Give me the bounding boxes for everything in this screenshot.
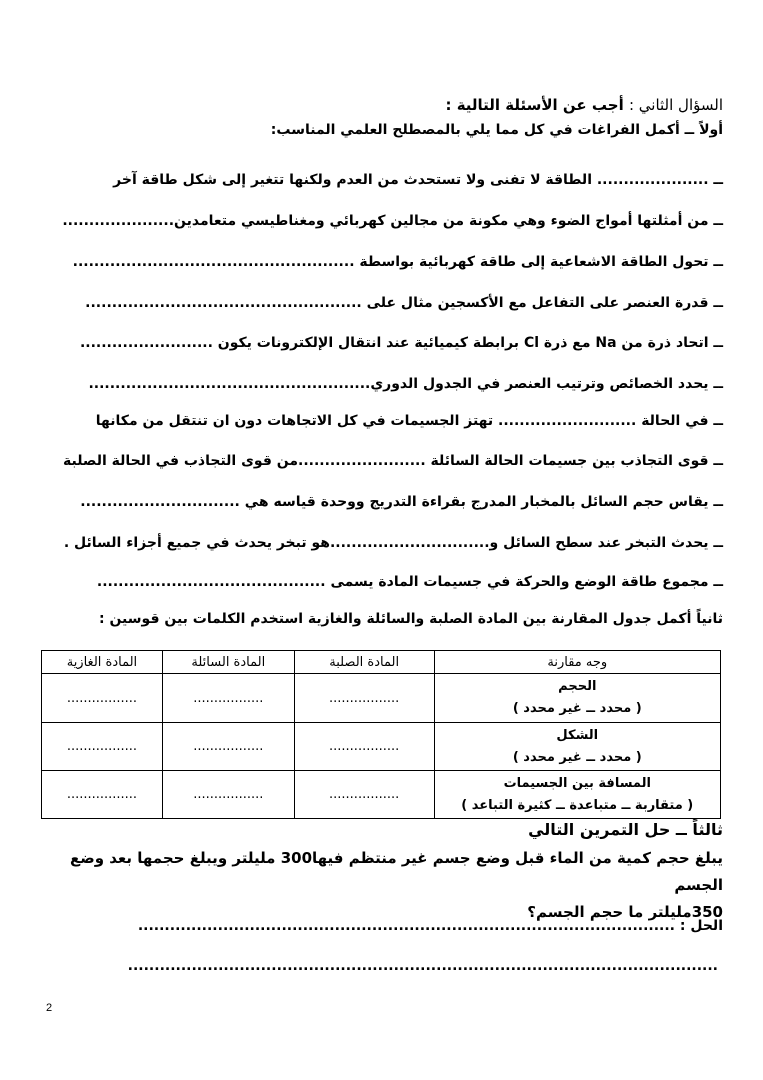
blank-cell[interactable]: ................. <box>294 674 434 723</box>
blank-cell[interactable]: ................. <box>294 771 434 819</box>
fill-blank-9: ــ يقاس حجم السائل بالمخبار المدرج بقراءة التدريج ووحدة قياسه هي .............................. <box>80 494 723 510</box>
question-title-prefix: السؤال الثاني : <box>628 96 723 114</box>
table-row <box>42 723 721 771</box>
blank-cell[interactable]: ................. <box>162 771 294 819</box>
blank-cell[interactable]: ................. <box>162 674 294 723</box>
part3-heading: ثالثاً ــ حل التمرين التالي <box>528 820 723 839</box>
part2-heading: ثانياً أكمل جدول المقارنة بين المادة الصلبة والسائلة والغازية استخدم الكلمات بين قوسين : <box>98 611 723 627</box>
fill-blank-5: ــ اتحاد ذرة من Na مع ذرة Cl برابطة كيميائية عند انتقال الإلكترونات يكون ......................... <box>79 335 723 351</box>
table-header-row <box>42 651 721 674</box>
blank-cell[interactable]: ................. <box>42 723 163 771</box>
exercise-line-1: يبلغ حجم كمية من الماء قبل وضع جسم غير منتظم فيها300 مليلتر ويبلغ حجمها بعد وضع الجسم <box>69 849 723 894</box>
fill-blank-7: ــ في الحالة .......................... تهتز الجسيمات في كل الاتجاهات دون ان تنتقل من مكانها <box>95 413 723 429</box>
fill-blank-1: ــ ..................... الطاقة لا تفنى ولا تستحدث من العدم ولكنها تتغير إلى شكل طاقة آخر <box>113 172 723 188</box>
comparison-table <box>41 650 721 819</box>
table-row <box>42 771 721 819</box>
solution-line-2[interactable]: ............................................................................................................... <box>127 958 718 974</box>
table-header: وجه مقارنة <box>434 651 720 674</box>
comparison-face <box>434 771 720 819</box>
fill-blank-3: ــ تحول الطاقة الاشعاعية إلى طاقة كهربائية بواسطة ..................................................... <box>72 254 723 270</box>
comparison-face <box>434 674 720 723</box>
page-number: 2 <box>46 1002 53 1014</box>
solution-label[interactable]: الحل : ..................................................................................................... <box>137 918 723 934</box>
fill-blank-6: ــ يحدد الخصائص وترتيب العنصر في الجدول الدوري..................................................... <box>88 376 723 392</box>
exercise-text <box>33 845 723 926</box>
table-row <box>42 674 721 723</box>
fill-blank-4: ــ قدرة العنصر على التفاعل مع الأكسجين مثال على .................................................... <box>85 295 723 311</box>
face-options: ( متقاربة ــ متباعدة ــ كثيرة التباعد ) <box>461 797 694 813</box>
fill-blank-11: ــ مجموع طاقة الوضع والحركة في جسيمات المادة يسمى ........................................... <box>96 574 723 590</box>
face-label: الشكل <box>556 727 599 743</box>
fill-blank-8: ــ قوى التجاذب بين جسيمات الحالة السائلة ........................من قوى التجاذب في الحالة الصلبة <box>62 453 723 469</box>
face-label: الحجم <box>558 679 597 694</box>
face-options: ( محدد ــ غير محدد ) <box>512 749 642 765</box>
blank-cell[interactable]: ................. <box>162 723 294 771</box>
table-header: المادة الغازية <box>42 651 163 674</box>
exercise-line-2: 350مليلتر ما حجم الجسم؟ <box>527 903 723 921</box>
comparison-face <box>434 723 720 771</box>
blank-cell[interactable]: ................. <box>42 771 163 819</box>
part1-heading: أولاً ــ أكمل الفراغات في كل مما يلي بالمصطلح العلمي المناسب: <box>270 122 723 138</box>
question-title <box>33 96 723 114</box>
table-header: المادة السائلة <box>162 651 294 674</box>
face-options: ( محدد ــ غير محدد ) <box>512 701 642 716</box>
face-label: المسافة بين الجسيمات <box>503 775 651 791</box>
blank-cell[interactable]: ................. <box>42 674 163 723</box>
fill-blank-10: ــ يحدث التبخر عند سطح السائل و..............................هو تبخر يحدث في جميع أجزاء السائل . <box>63 535 723 551</box>
table-header: المادة الصلبة <box>294 651 434 674</box>
question-title-main: أجب عن الأسئلة التالية : <box>445 96 629 114</box>
fill-blank-2: ــ من أمثلتها أمواج الضوء وهي مكونة من مجالين كهربائي ومغناطيسي متعامدين..................... <box>62 213 723 229</box>
blank-cell[interactable]: ................. <box>294 723 434 771</box>
